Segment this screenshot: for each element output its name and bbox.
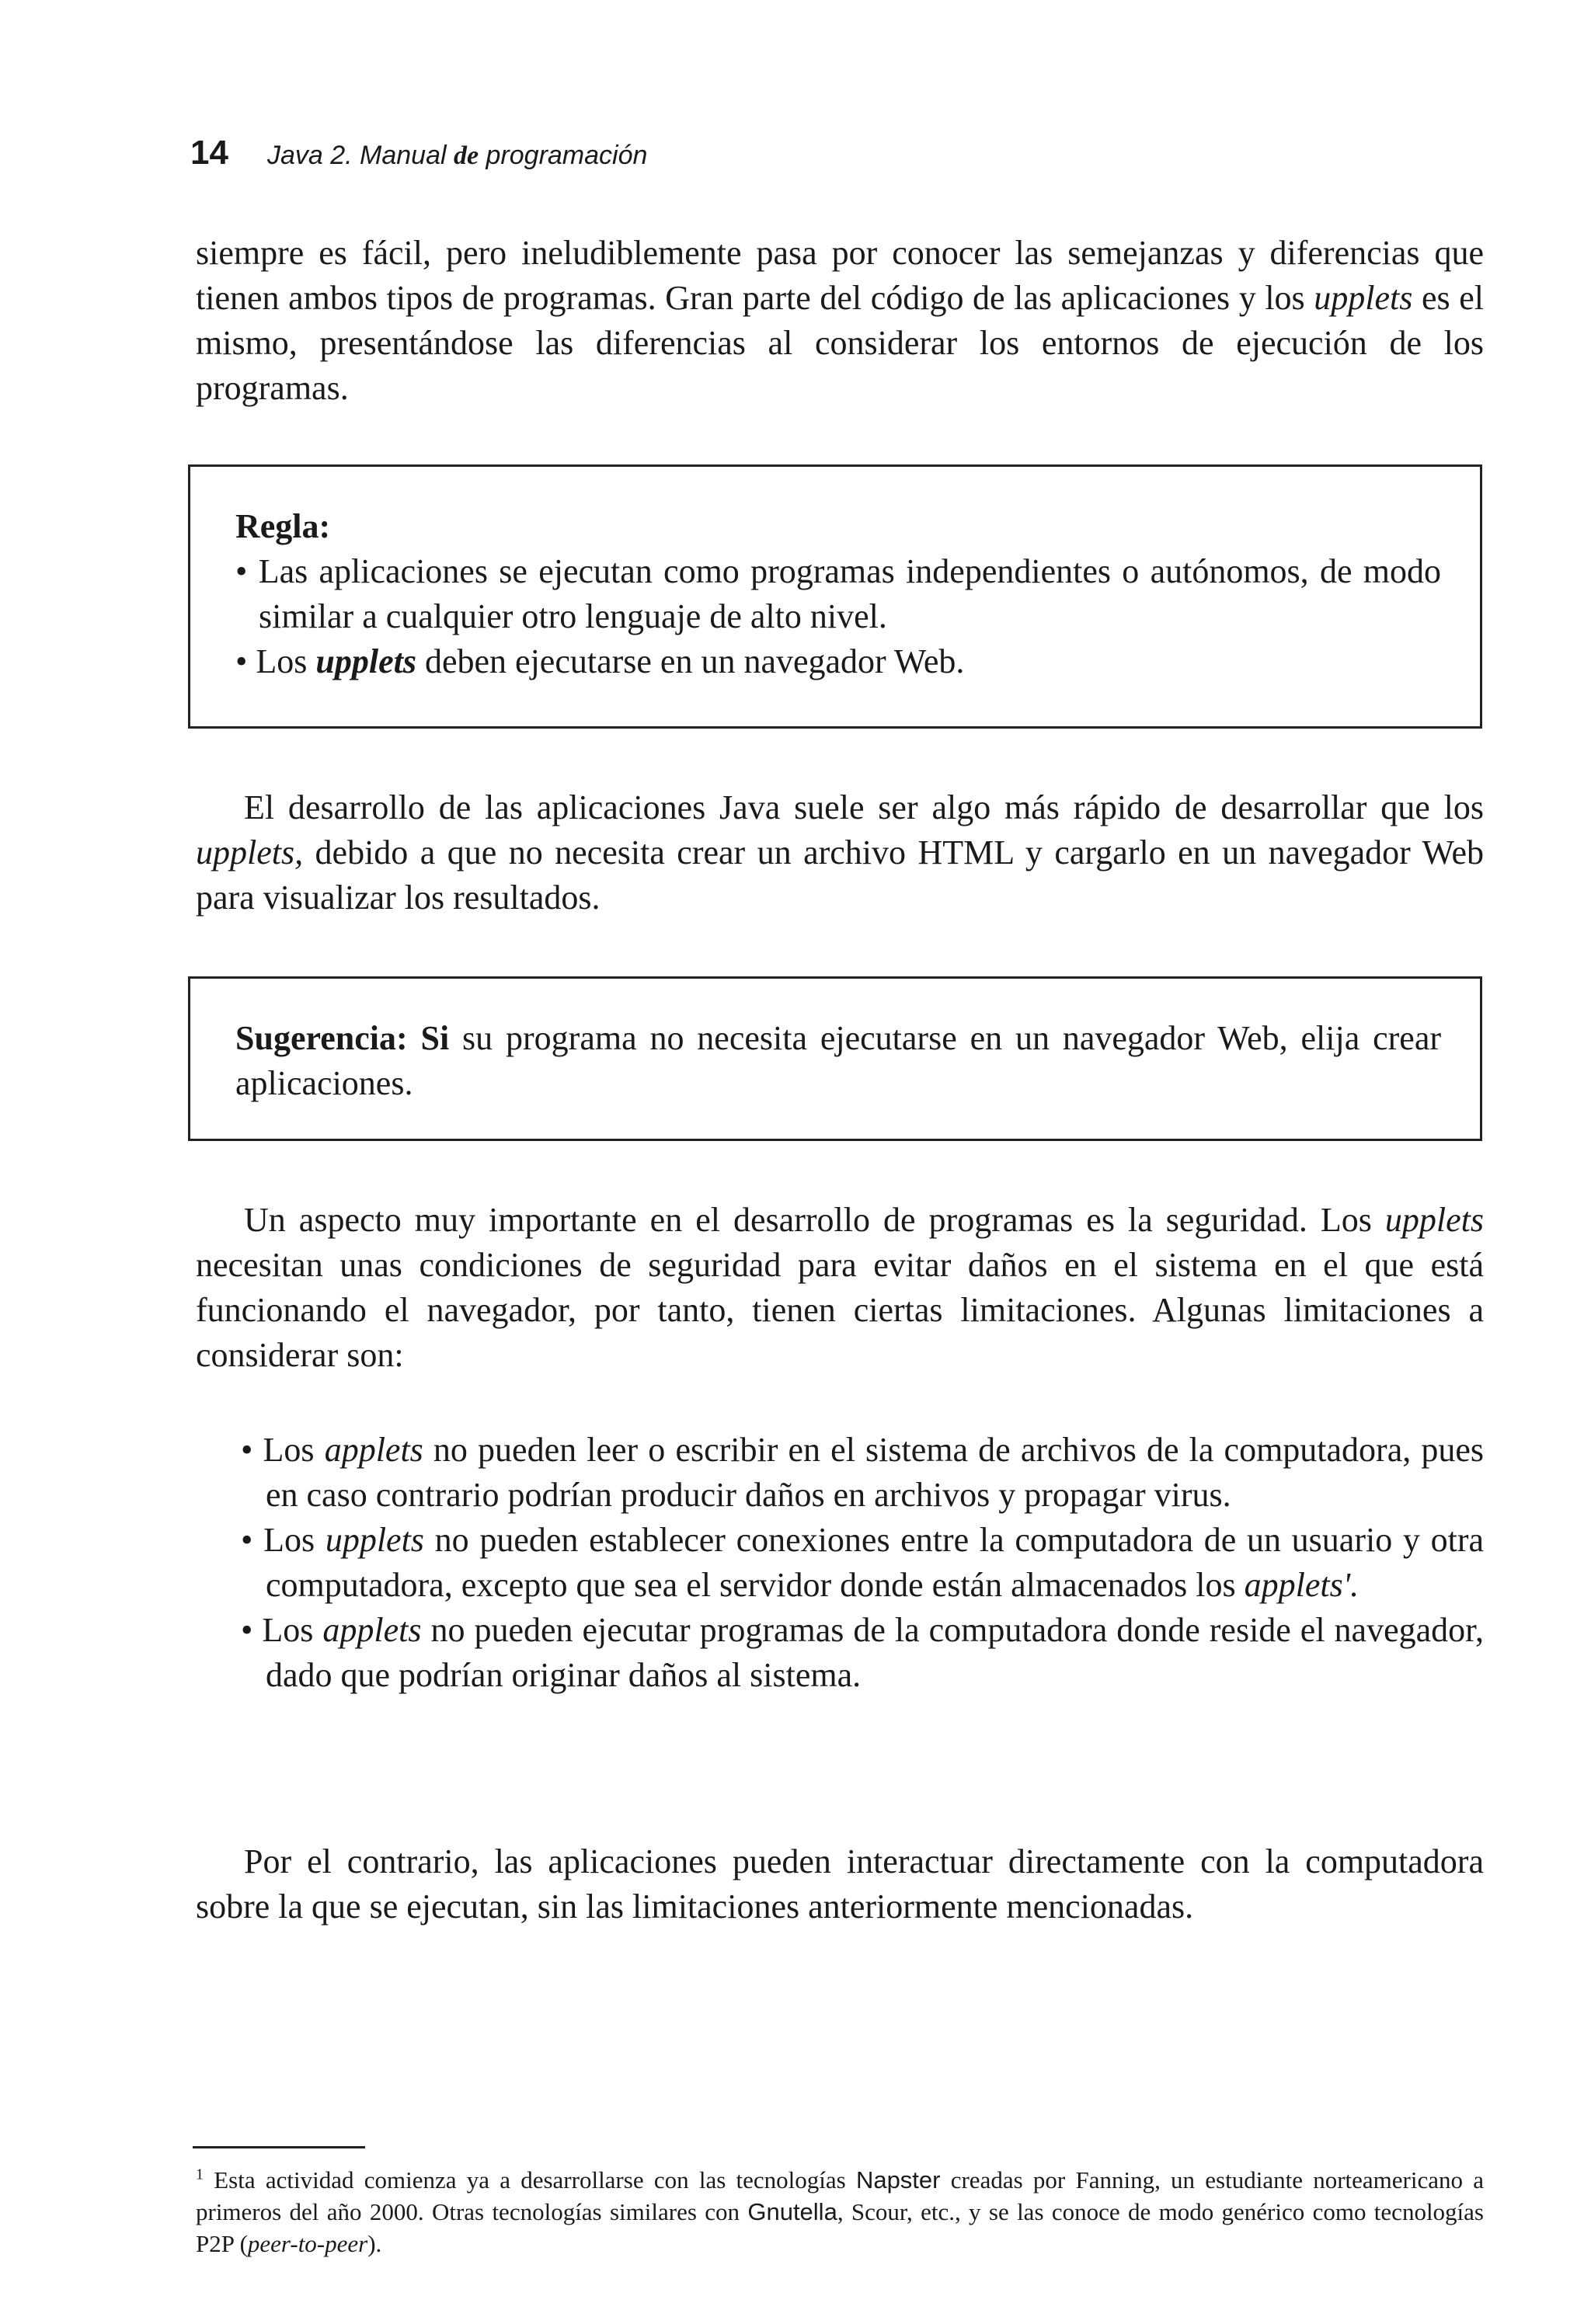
rule-title: Regla: — [235, 507, 331, 545]
rule-bullet: • Las aplicaciones se ejecutan como programas independientes o autónomos, de modo similar a cualquier otro lenguaje de alto nivel. — [235, 552, 1441, 635]
page-number: 14 — [190, 134, 228, 172]
suggestion-text: Sugerencia: Si su programa no necesita ejecutarse en un navegador Web, elija crear aplicaciones. — [235, 1019, 1442, 1102]
paragraph-security: Un aspecto muy importante en el desarrollo de programas es la seguridad. Los upplets necesitan unas condiciones de seguridad para evitar daños en el sistema en el que está funcionando el navegador, por tanto, tienen ciertas limitaciones. Algunas limitaciones a considerar son: — [196, 1201, 1484, 1374]
limitations-list — [241, 1428, 1484, 1698]
paragraph-development-speed: El desarrollo de las aplicaciones Java suele ser algo más rápido de desarrollar que los upplets, debido a que no necesita crear un archivo HTML y cargarlo en un navegador Web para visualizar los resultados. — [196, 788, 1484, 917]
running-header — [190, 134, 647, 180]
rule-bullet: • Los upplets deben ejecutarse en un navegador Web. — [235, 642, 965, 680]
footnote: $^1$ Esta actividad comienza ya a desarrollarse con las tecnologías Napster creadas por Fanning, un estudiante norteamericano a primeros del año 2000. Otras tecnologías similares con Gnutella, Scour, etc., y se las conoce de modo genérico como tecnologías P2P (peer-to-peer). — [196, 2166, 1485, 2257]
paragraph-continuation: siempre es fácil, pero ineludiblemente pasa por conocer las semejanzas y diferencias que tienen ambos tipos de programas. Gran parte del código de las aplicaciones y los upplets es el mismo, presentándose las diferencias al considerar los entornos de ejecución de los programas. — [196, 234, 1485, 407]
suggestion-box — [188, 976, 1482, 1141]
footnote-divider — [193, 2146, 365, 2148]
paragraph-conclusion: Por el contrario, las aplicaciones pueden interactuar directamente con la computadora sobre la que se ejecutan, sin las limitaciones anteriormente mencionadas. — [196, 1842, 1484, 1926]
rule-box — [188, 464, 1482, 729]
running-title: Java 2. Manual de programación — [266, 141, 648, 170]
list-item: • Los upplets no pueden establecer conexiones entre la computadora de un usuario y otra computadora, excepto que sea el servidor donde están almacenados los applets'. — [241, 1521, 1485, 1604]
list-item: • Los applets no pueden ejecutar programas de la computadora donde reside el navegador, dado que podrían originar daños al sistema. — [241, 1611, 1485, 1694]
list-item: • Los applets no pueden leer o escribir en el sistema de archivos de la computadora, pues en caso contrario podrían producir daños en archivos y propagar virus. — [241, 1431, 1485, 1514]
